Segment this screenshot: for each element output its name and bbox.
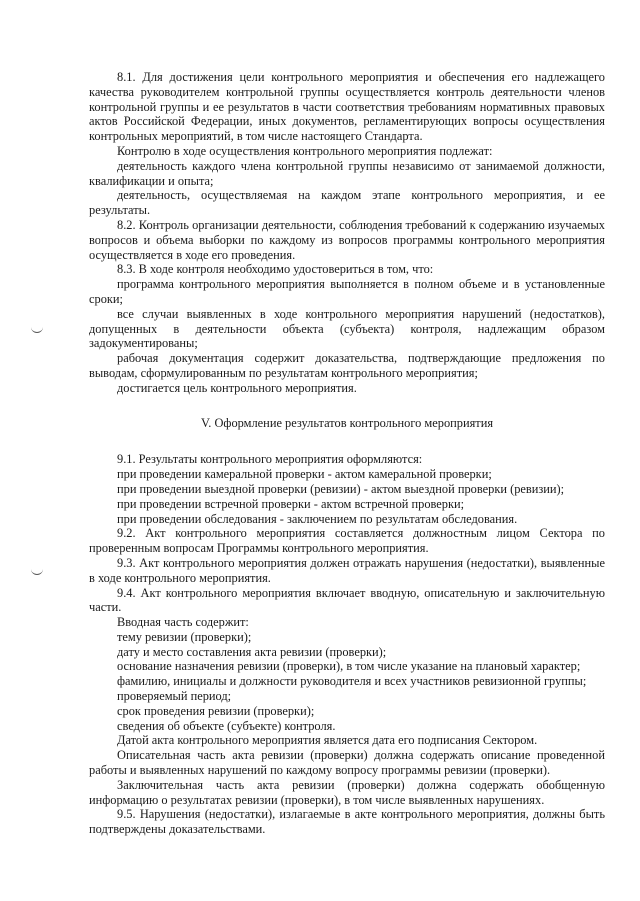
- paragraph: при проведении обследования - заключением по результатам обследования.: [117, 511, 518, 526]
- paragraph: 9.4. Акт контрольного мероприятия включает вводную, описательную и заключительную части.: [89, 585, 605, 615]
- paragraph: Описательная часть акта ревизии (проверки) должна содержать описание проведенной работы и выявленных нарушений по каждому вопросу программы ревизии (проверки).: [89, 748, 605, 778]
- paragraph: Датой акта контрольного мероприятия является дата его подписания Сектором.: [117, 733, 538, 748]
- margin-mark: [31, 326, 43, 333]
- paragraph: при проведении встречной проверки - актом встречной проверки;: [117, 496, 465, 511]
- paragraph: проверяемый период;: [117, 689, 232, 704]
- paragraph: Вводная часть содержит:: [117, 615, 249, 630]
- paragraph: 8.2. Контроль организации деятельности, соблюдения требований к содержанию изучаемых вопросов и объема выборки по каждому из вопросов программы контрольного мероприятия осуществляется в ходе его проведения.: [89, 217, 605, 262]
- paragraph: деятельность каждого члена контрольной группы независимо от занимаемой должности, квалификации и опыта;: [89, 158, 605, 188]
- paragraph: фамилию, инициалы и должности руководителя и всех участников ревизионной группы;: [117, 674, 587, 689]
- paragraph: при проведении камеральной проверки - актом камеральной проверки;: [117, 467, 492, 482]
- paragraph: дату и место составления акта ревизии (проверки);: [117, 644, 387, 659]
- paragraph: 9.3. Акт контрольного мероприятия должен отражать нарушения (недостатки), выявленные в ходе контрольного мероприятия.: [89, 555, 605, 585]
- paragraph: 8.3. В ходе контроля необходимо удостовериться в том, что:: [117, 262, 434, 277]
- margin-mark: [31, 568, 43, 575]
- paragraph: основание назначения ревизии (проверки), в том числе указание на плановый характер;: [117, 659, 581, 674]
- paragraph: сведения об объекте (субъекте) контроля.: [117, 718, 336, 733]
- paragraph: деятельность, осуществляемая на каждом этапе контрольного мероприятия, и ее результаты.: [89, 188, 605, 218]
- paragraph: Контролю в ходе осуществления контрольного мероприятия подлежат:: [117, 143, 493, 158]
- paragraph: все случаи выявленных в ходе контрольного мероприятия нарушений (недостатков), допущенных в деятельности объекта (субъекта) контроля, надлежащим образом задокументированы;: [89, 306, 605, 351]
- paragraph: достигается цель контрольного мероприятия.: [117, 380, 357, 395]
- paragraph: срок проведения ревизии (проверки);: [117, 703, 315, 718]
- paragraph: 9.2. Акт контрольного мероприятия составляется должностным лицом Сектора по проверенным вопросам Программы контрольного мероприятия.: [89, 526, 605, 556]
- paragraph: 9.5. Нарушения (недостатки), излагаемые в акте контрольного мероприятия, должны быть подтверждены доказательствами.: [89, 807, 605, 837]
- paragraph: Заключительная часть акта ревизии (проверки) должна содержать обобщенную информацию о результатах ревизии (проверки), в том числе выявленных нарушениях.: [89, 777, 605, 807]
- document-page: [89, 70, 605, 837]
- paragraph: программа контрольного мероприятия выполняется в полном объеме и в установленные сроки;: [89, 277, 605, 306]
- paragraph: при проведении выездной проверки (ревизии) - актом выездной проверки (ревизии);: [117, 481, 565, 496]
- paragraph: тему ревизии (проверки);: [117, 629, 252, 644]
- section-heading: V. Оформление результатов контрольного мероприятия: [200, 415, 494, 430]
- paragraph: 8.1. Для достижения цели контрольного мероприятия и обеспечения его надлежащего качества руководителем контрольной группы осуществляется контроль деятельности членов контрольной группы и ее результатов в части соответствия требованиям нормативных правовых актов Российской Федерации, иных документов, регламентирующих вопросы осуществления контрольных мероприятий, в том числе настоящего Стандарта.: [89, 70, 605, 144]
- paragraph: рабочая документация содержит доказательства, подтверждающие предложения по выводам, сформулированным по результатам контрольного мероприятия;: [89, 351, 605, 380]
- paragraph: 9.1. Результаты контрольного мероприятия оформляются:: [117, 452, 423, 467]
